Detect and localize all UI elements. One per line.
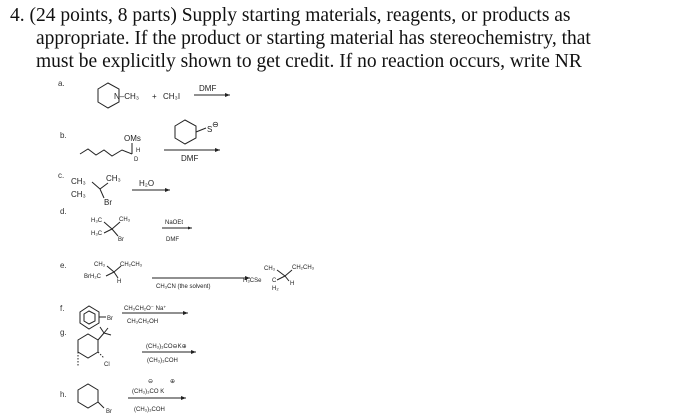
plus-sign: + [152,92,157,101]
part-d-label: d. [60,207,67,216]
br-bond-h [98,402,104,408]
tert-butoxide-g: (CH₃)₃CO⊖K⊕ [146,344,187,350]
cyclohexane-g [78,334,98,358]
bond-e1 [107,266,114,272]
h3c-top: H₃C [91,218,103,224]
ethoxide: CH₃CH₂O⁻ Na⁺ [124,306,167,312]
s-bond [196,128,206,132]
br-d: Br [118,237,124,243]
oms-label: OMs [124,134,141,143]
part-c [58,171,170,207]
part-a-label: a. [58,79,65,88]
ch3-e: CH₃ [94,262,106,268]
ch2ch3-e: CH₂CH₃ [120,262,143,268]
arrowhead-f [183,311,188,315]
product-c: C [272,278,277,284]
bond-c3 [100,189,104,198]
part-d [60,207,192,243]
ch3-left: CH₃ [71,177,86,186]
thiolate-s: S [207,125,213,134]
br-c: Br [104,198,112,207]
h3c-bottom: H₃C [91,231,103,237]
tbuoh-h: (CH₃)₃COH [134,407,165,413]
conditions-b: DMF [181,154,199,163]
product-ch2ch3: CH₂CH₃ [292,265,315,271]
benzene-ring-b [175,120,196,144]
br-h: Br [106,409,112,415]
cl-g: Cl [104,362,110,368]
part-b [60,120,220,163]
part-g [60,327,196,368]
tbu-bond [98,333,104,340]
bond-pe3 [277,276,285,280]
tbuoh-g: (CH₃)₃COH [147,358,178,364]
arrowhead-b [215,148,220,152]
arrowhead-h [181,396,186,400]
product-h: H [290,281,295,287]
brh2c: BrH₂C [84,274,101,280]
bond-d3 [104,229,112,233]
part-h-label: h. [60,390,67,399]
tbu-m1 [104,328,108,333]
conditions-e: CH₃CN (the solvent) [156,284,211,290]
ch3-d: CH₃ [119,217,131,223]
bond-d4 [112,229,118,236]
part-b-label: b. [60,131,67,140]
arrowhead-c [165,188,170,192]
question-line-2: appropriate. If the product or starting material has stereochemistry, that [36,28,591,49]
naoet: NaOEt [165,220,184,226]
br-f: Br [107,316,113,322]
part-f-label: f. [60,304,65,313]
part-f [60,304,188,329]
arrowhead-g [191,350,196,354]
bond-pe4 [285,276,289,281]
product-ch3: CH₃ [264,266,276,272]
ethanol: CH₃CH₂OH [127,319,159,325]
bond-e2 [114,266,121,272]
question-line-3: must be explicitly shown to get credit. If no reaction occurs, write NR [36,51,582,72]
product-h3cse: H₃CSe [243,278,262,284]
water: H₂O [139,179,155,188]
part-g-label: g. [60,328,67,337]
charge-minus-h: ⊖ [148,379,154,385]
benzene-ring-f [80,306,99,329]
tert-butoxide-h: (CH₃)₃CO K [132,389,165,395]
h-e: H [117,279,122,285]
bond-c1 [92,182,100,189]
conditions-d: DMF [166,237,179,243]
h-label: H [136,148,141,154]
d-label: D [134,157,139,163]
n-methyl-label: N–CH₃ [114,92,140,101]
question-line-1: 4. (24 points, 8 parts) Supply starting materials, reagents, or products as [10,5,571,26]
part-e-label: e. [60,261,67,270]
bond-d1 [104,222,112,229]
cl-bond-hashed [98,352,104,358]
bond-e3 [106,272,114,276]
arrowhead-a [225,93,230,97]
alkyl-chain [80,149,132,156]
arrowhead-d [188,227,192,230]
cyclohexane-h [78,384,98,408]
tbu-m2 [104,333,111,335]
part-c-label: c. [58,171,65,180]
ch3-bottom: CH₃ [71,190,86,199]
tbu-m3 [100,327,104,333]
charge-plus-h: ⊕ [170,379,176,385]
bond-pe1 [277,270,285,276]
benzene-inner-f [84,311,95,324]
part-a [58,79,230,108]
bond-d2 [112,222,120,229]
charge-b: ⊖ [212,120,219,129]
bond-e4 [114,272,118,278]
part-h [60,379,186,415]
bond-pe2 [285,270,292,276]
ch3-top: CH₃ [106,174,121,183]
conditions-a: DMF [199,84,217,93]
part-e [60,261,315,292]
bond-c2 [100,183,108,189]
product-h2: H₂ [272,286,279,292]
methyl-iodide: CH₃I [163,92,181,101]
